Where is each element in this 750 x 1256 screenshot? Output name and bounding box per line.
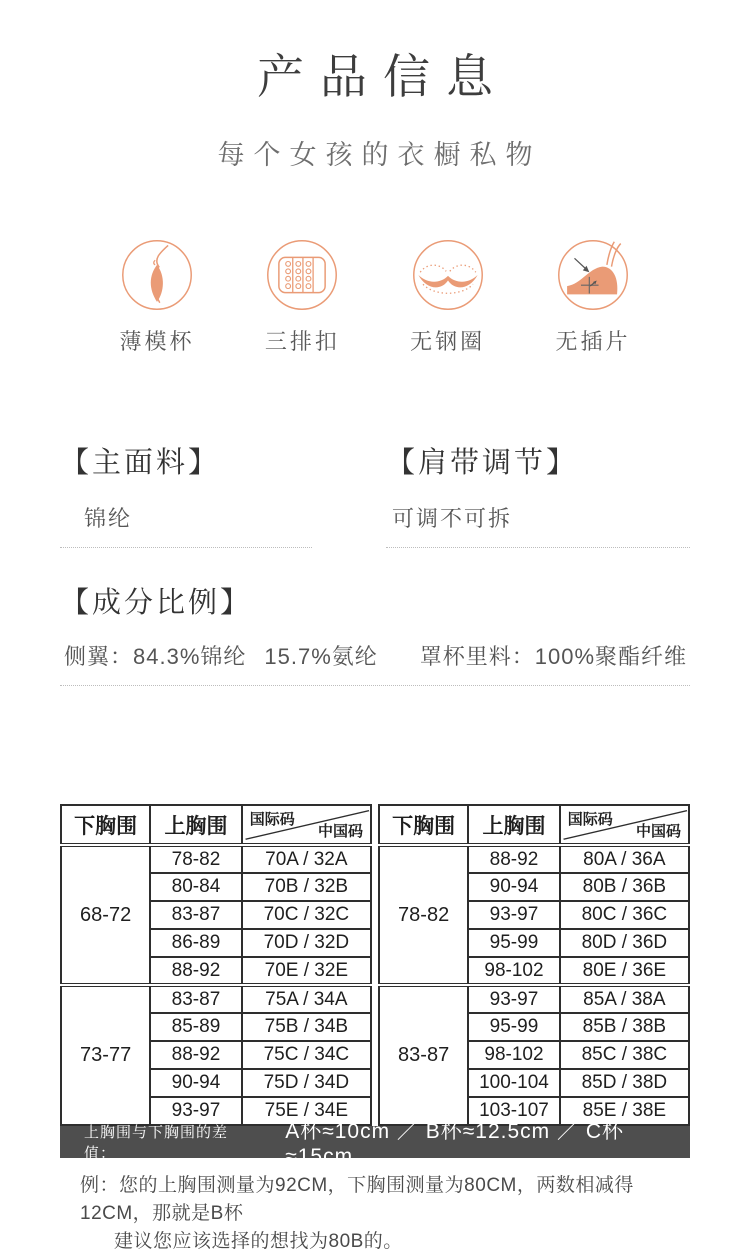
spec-value: 可调不可拆 — [386, 502, 690, 548]
size-code-cell: 85E / 38E — [560, 1097, 689, 1125]
size-chart-section — [60, 804, 690, 1256]
upperbust-cell: 98-102 — [468, 957, 559, 985]
upperbust-cell: 95-99 — [468, 1013, 559, 1041]
upperbust-cell: 85-89 — [150, 1013, 241, 1041]
feature-three-row-hook — [246, 238, 358, 356]
cn-code-label: 中国码 — [635, 823, 681, 840]
size-code-cell: 80C / 36C — [560, 901, 689, 929]
size-code-cell: 85A / 38A — [560, 985, 689, 1013]
feature-no-underwire — [392, 238, 504, 356]
size-tables — [60, 804, 690, 1126]
size-code-cell: 75C / 34C — [242, 1041, 371, 1069]
page-title: 产品信息 — [257, 50, 509, 103]
feature-list — [101, 238, 649, 356]
upperbust-cell: 93-97 — [150, 1097, 241, 1125]
size-table-right — [378, 804, 690, 1126]
upperbust-cell: 78-82 — [150, 845, 241, 873]
size-code-cell: 70C / 32C — [242, 901, 371, 929]
spec-composition — [60, 580, 690, 686]
upperbust-cell: 100-104 — [468, 1069, 559, 1097]
upperbust-cell: 80-84 — [150, 873, 241, 901]
example-line: 建议您应该选择的想找为80B的。 — [114, 1231, 403, 1252]
spec-value: 锦纶 — [60, 502, 312, 548]
upperbust-cell: 98-102 — [468, 1041, 559, 1069]
size-row — [61, 985, 371, 1013]
upperbust-cell: 93-97 — [468, 985, 559, 1013]
feature-thin-mold-cup — [101, 238, 213, 356]
size-code-cell: 75E / 34E — [242, 1097, 371, 1125]
underbust-cell: 68-72 — [61, 845, 150, 985]
cup-diff-bar — [60, 1120, 690, 1168]
composition-segment: 罩杯里料：100%聚酯纤维 — [419, 644, 688, 669]
size-row — [379, 985, 689, 1013]
spec-main-fabric — [60, 440, 312, 548]
upperbust-cell: 90-94 — [150, 1069, 241, 1097]
upperbust-cell: 88-92 — [150, 1041, 241, 1069]
feature-label: 三排扣 — [264, 329, 340, 354]
spec-strap-adjust — [386, 440, 690, 548]
spec-heading: 【肩带调节】 — [386, 447, 579, 479]
upperbust-cell: 83-87 — [150, 985, 241, 1013]
feature-label: 无钢圈 — [410, 329, 486, 354]
upperbust-cell: 103-107 — [468, 1097, 559, 1125]
cn-code-label: 中国码 — [317, 823, 363, 840]
diff-bar-values: A杯≈10cm ／ B杯≈12.5cm ／ C杯≈15cm — [285, 1120, 624, 1168]
upperbust-cell: 83-87 — [150, 901, 241, 929]
col-header-size-codes — [242, 805, 371, 845]
size-example-note — [60, 1172, 690, 1256]
three-row-hook-icon — [265, 238, 339, 312]
size-code-cell: 75B / 34B — [242, 1013, 371, 1041]
diff-bar-label: 上胸围与下胸围的差值： — [84, 1124, 229, 1162]
size-code-cell: 80D / 36D — [560, 929, 689, 957]
composition-value — [60, 640, 690, 686]
intl-code-label: 国际码 — [249, 811, 295, 828]
size-code-cell: 80A / 36A — [560, 845, 689, 873]
size-code-cell: 75A / 34A — [242, 985, 371, 1013]
col-header-underbust: 下胸围 — [61, 805, 150, 845]
size-row — [61, 845, 371, 873]
underbust-cell: 83-87 — [379, 985, 468, 1125]
composition-segment: 侧翼：84.3%锦纶 — [64, 644, 247, 669]
intl-code-label: 国际码 — [567, 811, 613, 828]
upperbust-cell: 95-99 — [468, 929, 559, 957]
col-header-size-codes — [560, 805, 689, 845]
example-line: 例：您的上胸围测量为92CM，下胸围测量为80CM，两数相减得12CM，那就是B杯 — [80, 1175, 634, 1224]
size-code-cell: 70A / 32A — [242, 845, 371, 873]
size-code-cell: 80B / 36B — [560, 873, 689, 901]
size-row — [379, 845, 689, 873]
feature-label: 薄模杯 — [119, 329, 195, 354]
upperbust-cell: 88-92 — [468, 845, 559, 873]
feature-label: 无插片 — [555, 329, 631, 354]
size-table-left — [60, 804, 372, 1126]
size-code-cell: 80E / 36E — [560, 957, 689, 985]
composition-segment: 15.7%氨纶 — [264, 644, 378, 669]
col-header-upperbust: 上胸围 — [468, 805, 559, 845]
underbust-cell: 78-82 — [379, 845, 468, 985]
underbust-cell: 73-77 — [61, 985, 150, 1125]
spec-sections — [60, 440, 690, 548]
size-code-cell: 70D / 32D — [242, 929, 371, 957]
size-code-cell: 70E / 32E — [242, 957, 371, 985]
no-underwire-icon — [411, 238, 485, 312]
spec-heading: 【主面料】 — [60, 447, 221, 479]
upperbust-cell: 86-89 — [150, 929, 241, 957]
upperbust-cell: 93-97 — [468, 901, 559, 929]
col-header-upperbust: 上胸围 — [150, 805, 241, 845]
upperbust-cell: 88-92 — [150, 957, 241, 985]
upperbust-cell: 90-94 — [468, 873, 559, 901]
size-code-cell: 85D / 38D — [560, 1069, 689, 1097]
size-code-cell: 75D / 34D — [242, 1069, 371, 1097]
page-subtitle: 每个女孩的衣橱私物 — [217, 140, 542, 170]
spec-heading: 【成分比例】 — [60, 587, 253, 619]
size-code-cell: 85B / 38B — [560, 1013, 689, 1041]
size-code-cell: 70B / 32B — [242, 873, 371, 901]
size-code-cell: 85C / 38C — [560, 1041, 689, 1069]
thin-mold-cup-icon — [120, 238, 194, 312]
no-insert-pad-icon — [556, 238, 630, 312]
col-header-underbust: 下胸围 — [379, 805, 468, 845]
feature-no-insert-pad — [537, 238, 649, 356]
